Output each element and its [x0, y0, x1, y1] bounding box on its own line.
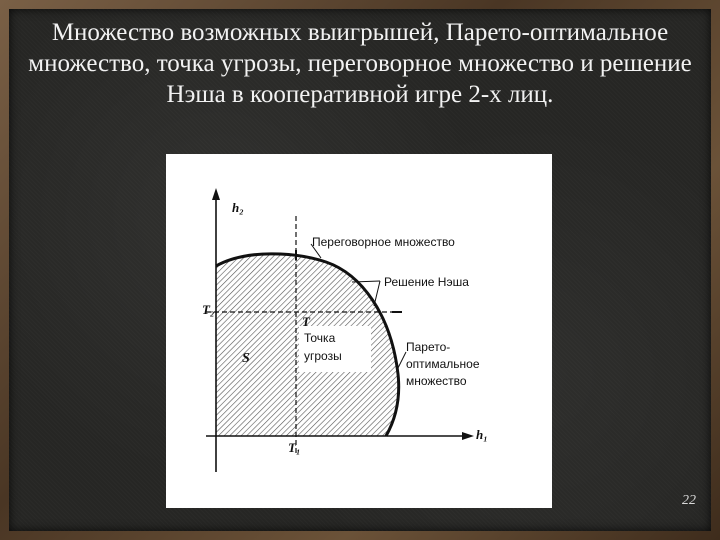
pareto-label-line2: оптимальное	[406, 357, 480, 371]
tick-label-t1: T₁	[288, 440, 301, 455]
slide-title: Множество возможных выигрышей, Парето-оптимальное множество, точка угрозы, переговорное множество и решение Нэша в кооперативной игре 2-х лиц.	[28, 19, 692, 108]
pareto-label-line3: множество	[406, 374, 467, 388]
page-number: 22	[682, 493, 696, 508]
threat-point-caption-line1: Точка	[304, 331, 336, 345]
diagram-figure	[166, 154, 552, 508]
threat-point-caption-line2: угрозы	[304, 349, 342, 363]
tick-label-t2: T₂	[202, 302, 215, 317]
y-axis-arrow	[212, 188, 220, 200]
bargaining-set-label: Переговорное множество	[312, 235, 455, 249]
pareto-label-line1: Парето-	[406, 340, 451, 354]
nash-solution-label: Решение Нэша	[384, 275, 469, 289]
y-axis-label: h₂	[232, 200, 244, 215]
nash-solution-leader-2	[374, 281, 380, 306]
pareto-leader	[398, 352, 406, 368]
threat-point-label: T	[302, 314, 310, 329]
game-diagram	[166, 154, 552, 508]
x-axis-label: h₁	[476, 427, 488, 442]
region-label-s: S	[242, 351, 250, 366]
x-axis-arrow	[462, 432, 474, 440]
